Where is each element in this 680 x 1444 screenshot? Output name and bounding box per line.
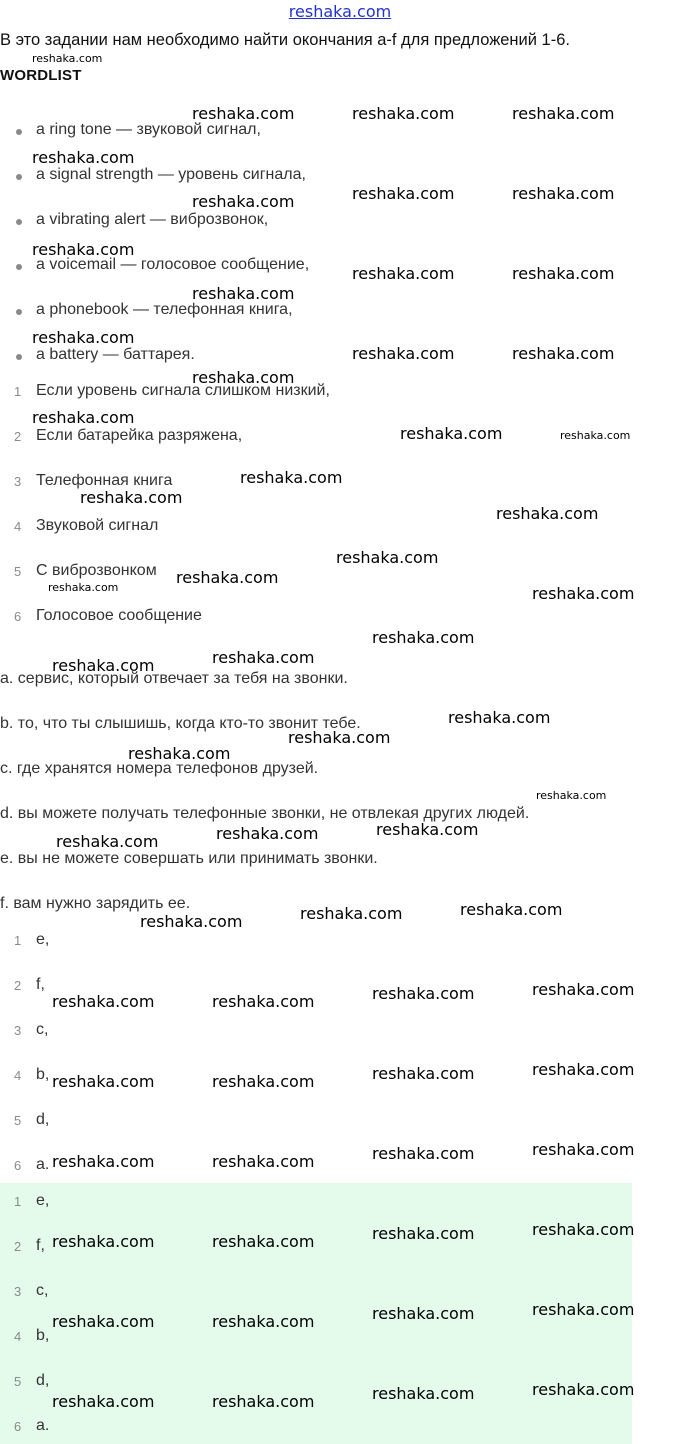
- watermark: reshaka.com: [512, 104, 615, 123]
- watermark: reshaka.com: [192, 368, 295, 387]
- sentence-number: 2: [14, 429, 22, 444]
- watermark: reshaka.com: [212, 1152, 315, 1171]
- answer-item: [0, 1192, 200, 1214]
- watermark: reshaka.com: [372, 628, 475, 647]
- watermark: reshaka.com: [52, 1072, 155, 1091]
- watermark: reshaka.com: [192, 104, 295, 123]
- sentence-item: [0, 382, 600, 404]
- ending-item: e. вы не можете совершать или принимать звонки.: [0, 850, 378, 867]
- watermark: reshaka.com: [352, 344, 455, 363]
- sentence-text: Голосовое сообщение: [36, 607, 202, 624]
- watermark: reshaka.com: [532, 1380, 635, 1399]
- list-item: [0, 256, 600, 278]
- ending-item: f. вам нужно зарядить ее.: [0, 895, 191, 912]
- sentence-number: 4: [14, 519, 22, 534]
- watermark: reshaka.com: [32, 52, 103, 65]
- sentence-number: 6: [14, 609, 22, 624]
- answer-item: [0, 1282, 200, 1304]
- sentence-text: С виброзвонком: [36, 562, 157, 579]
- sentence-text: Если уровень сигнала слишком низкий,: [36, 382, 330, 399]
- answer-text: e,: [36, 931, 50, 948]
- answer-number: 1: [14, 933, 22, 948]
- answer-item: [0, 931, 200, 953]
- watermark: reshaka.com: [212, 1312, 315, 1331]
- watermark: reshaka.com: [52, 1312, 155, 1331]
- watermark: reshaka.com: [448, 708, 551, 727]
- answer-item: [0, 1021, 200, 1043]
- answer-number: 6: [14, 1158, 22, 1173]
- watermark: reshaka.com: [460, 900, 563, 919]
- watermark: reshaka.com: [512, 184, 615, 203]
- watermark: reshaka.com: [216, 824, 319, 843]
- watermark: reshaka.com: [372, 1304, 475, 1323]
- watermark: reshaka.com: [372, 1384, 475, 1403]
- watermark: reshaka.com: [212, 1072, 315, 1091]
- answer-number: 5: [14, 1113, 22, 1128]
- bullet-icon: [16, 129, 22, 135]
- answer-text: c,: [36, 1021, 49, 1038]
- answer-number: 3: [14, 1284, 22, 1299]
- bullet-icon: [16, 309, 22, 315]
- list-item: [0, 166, 600, 188]
- list-item: [0, 346, 600, 368]
- watermark: reshaka.com: [192, 284, 295, 303]
- watermark: reshaka.com: [212, 1232, 315, 1251]
- answer-number: 4: [14, 1068, 22, 1083]
- answer-number: 1: [14, 1194, 22, 1209]
- sentence-item: [0, 427, 600, 449]
- watermark: reshaka.com: [128, 744, 231, 763]
- answer-text: e,: [36, 1192, 50, 1209]
- sentence-number: 5: [14, 564, 22, 579]
- answer-text: c,: [36, 1282, 49, 1299]
- wordlist-text: a ring tone — звуковой сигнал,: [36, 121, 261, 138]
- answer-number: 2: [14, 1239, 22, 1254]
- wordlist-heading: WORDLIST: [0, 67, 82, 84]
- sentence-text: Звуковой сигнал: [36, 517, 159, 534]
- ending-item: c. где хранятся номера телефонов друзей.: [0, 760, 319, 777]
- watermark: reshaka.com: [32, 408, 135, 427]
- watermark: reshaka.com: [376, 820, 479, 839]
- answer-text: f,: [36, 976, 45, 993]
- answer-number: 6: [14, 1419, 22, 1434]
- watermark: reshaka.com: [52, 1232, 155, 1251]
- answer-text: b,: [36, 1327, 50, 1344]
- watermark: reshaka.com: [532, 1060, 635, 1079]
- watermark: reshaka.com: [52, 1152, 155, 1171]
- ending-item: d. вы можете получать телефонные звонки, не отвлекая других людей.: [0, 805, 530, 822]
- answer-text: a.: [36, 1417, 50, 1434]
- watermark: reshaka.com: [48, 581, 119, 594]
- wordlist-text: a phonebook — телефонная книга,: [36, 301, 293, 318]
- bullet-icon: [16, 219, 22, 225]
- answer-text: b,: [36, 1066, 50, 1083]
- answer-text: d,: [36, 1111, 50, 1128]
- watermark: reshaka.com: [80, 488, 183, 507]
- watermark: reshaka.com: [32, 148, 135, 167]
- bullet-icon: [16, 264, 22, 270]
- watermark: reshaka.com: [512, 264, 615, 283]
- answer-text: a.: [36, 1156, 50, 1173]
- sentence-text: Телефонная книга: [36, 472, 173, 489]
- watermark: reshaka.com: [560, 429, 631, 442]
- answer-number: 5: [14, 1374, 22, 1389]
- bullet-icon: [16, 174, 22, 180]
- watermark: reshaka.com: [240, 468, 343, 487]
- answer-number: 2: [14, 978, 22, 993]
- list-item: [0, 211, 600, 233]
- watermark: reshaka.com: [532, 980, 635, 999]
- watermark: reshaka.com: [140, 912, 243, 931]
- watermark: reshaka.com: [496, 504, 599, 523]
- watermark: reshaka.com: [52, 1392, 155, 1411]
- watermark: reshaka.com: [536, 789, 607, 802]
- ending-item: a. сервис, который отвечает за тебя на звонки.: [0, 670, 348, 687]
- watermark: reshaka.com: [372, 1064, 475, 1083]
- wordlist-text: a vibrating alert — виброзвонок,: [36, 211, 269, 228]
- watermark: reshaka.com: [372, 1224, 475, 1243]
- watermark: reshaka.com: [532, 1220, 635, 1239]
- watermark: reshaka.com: [52, 656, 155, 675]
- sentence-text: Если батарейка разряжена,: [36, 427, 243, 444]
- watermark: reshaka.com: [532, 1140, 635, 1159]
- sentence-number: 3: [14, 474, 22, 489]
- watermark: reshaka.com: [532, 584, 635, 603]
- wordlist-text: a voicemail — голосовое сообщение,: [36, 256, 310, 273]
- watermark: reshaka.com: [212, 648, 315, 667]
- watermark: reshaka.com: [372, 984, 475, 1003]
- watermark: reshaka.com: [52, 992, 155, 1011]
- answer-number: 4: [14, 1329, 22, 1344]
- watermark: reshaka.com: [56, 832, 159, 851]
- watermark: reshaka.com: [352, 104, 455, 123]
- watermark: reshaka.com: [512, 344, 615, 363]
- answer-item: [0, 1111, 200, 1133]
- watermark: reshaka.com: [212, 992, 315, 1011]
- sentence-number: 1: [14, 384, 22, 399]
- answer-text: f,: [36, 1237, 45, 1254]
- sentence-item: [0, 607, 600, 629]
- watermark: reshaka.com: [336, 548, 439, 567]
- watermark: reshaka.com: [288, 728, 391, 747]
- watermark: reshaka.com: [192, 192, 295, 211]
- list-item: [0, 121, 600, 143]
- answer-text: d,: [36, 1372, 50, 1389]
- watermark: reshaka.com: [300, 904, 403, 923]
- answer-item: [0, 1372, 200, 1394]
- wordlist-text: a signal strength — уровень сигнала,: [36, 166, 306, 183]
- watermark: reshaka.com: [352, 264, 455, 283]
- wordlist-text: a battery — баттарея.: [36, 346, 195, 363]
- watermark: reshaka.com: [532, 1300, 635, 1319]
- intro-text: В это задании нам необходимо найти окончания a-f для предложений 1-6.: [0, 31, 570, 49]
- list-item: [0, 301, 600, 323]
- answer-item: [0, 1417, 200, 1439]
- watermark: reshaka.com: [352, 184, 455, 203]
- watermark: reshaka.com: [32, 328, 135, 347]
- answer-number: 3: [14, 1023, 22, 1038]
- watermark: reshaka.com: [176, 568, 279, 587]
- watermark: reshaka.com: [372, 1144, 475, 1163]
- watermark: reshaka.com: [400, 424, 503, 443]
- bullet-icon: [16, 354, 22, 360]
- site-link[interactable]: reshaka.com: [288, 2, 392, 21]
- watermark: reshaka.com: [212, 1392, 315, 1411]
- ending-item: b. то, что ты слышишь, когда кто-то звонит тебе.: [0, 715, 361, 732]
- watermark: reshaka.com: [32, 240, 135, 259]
